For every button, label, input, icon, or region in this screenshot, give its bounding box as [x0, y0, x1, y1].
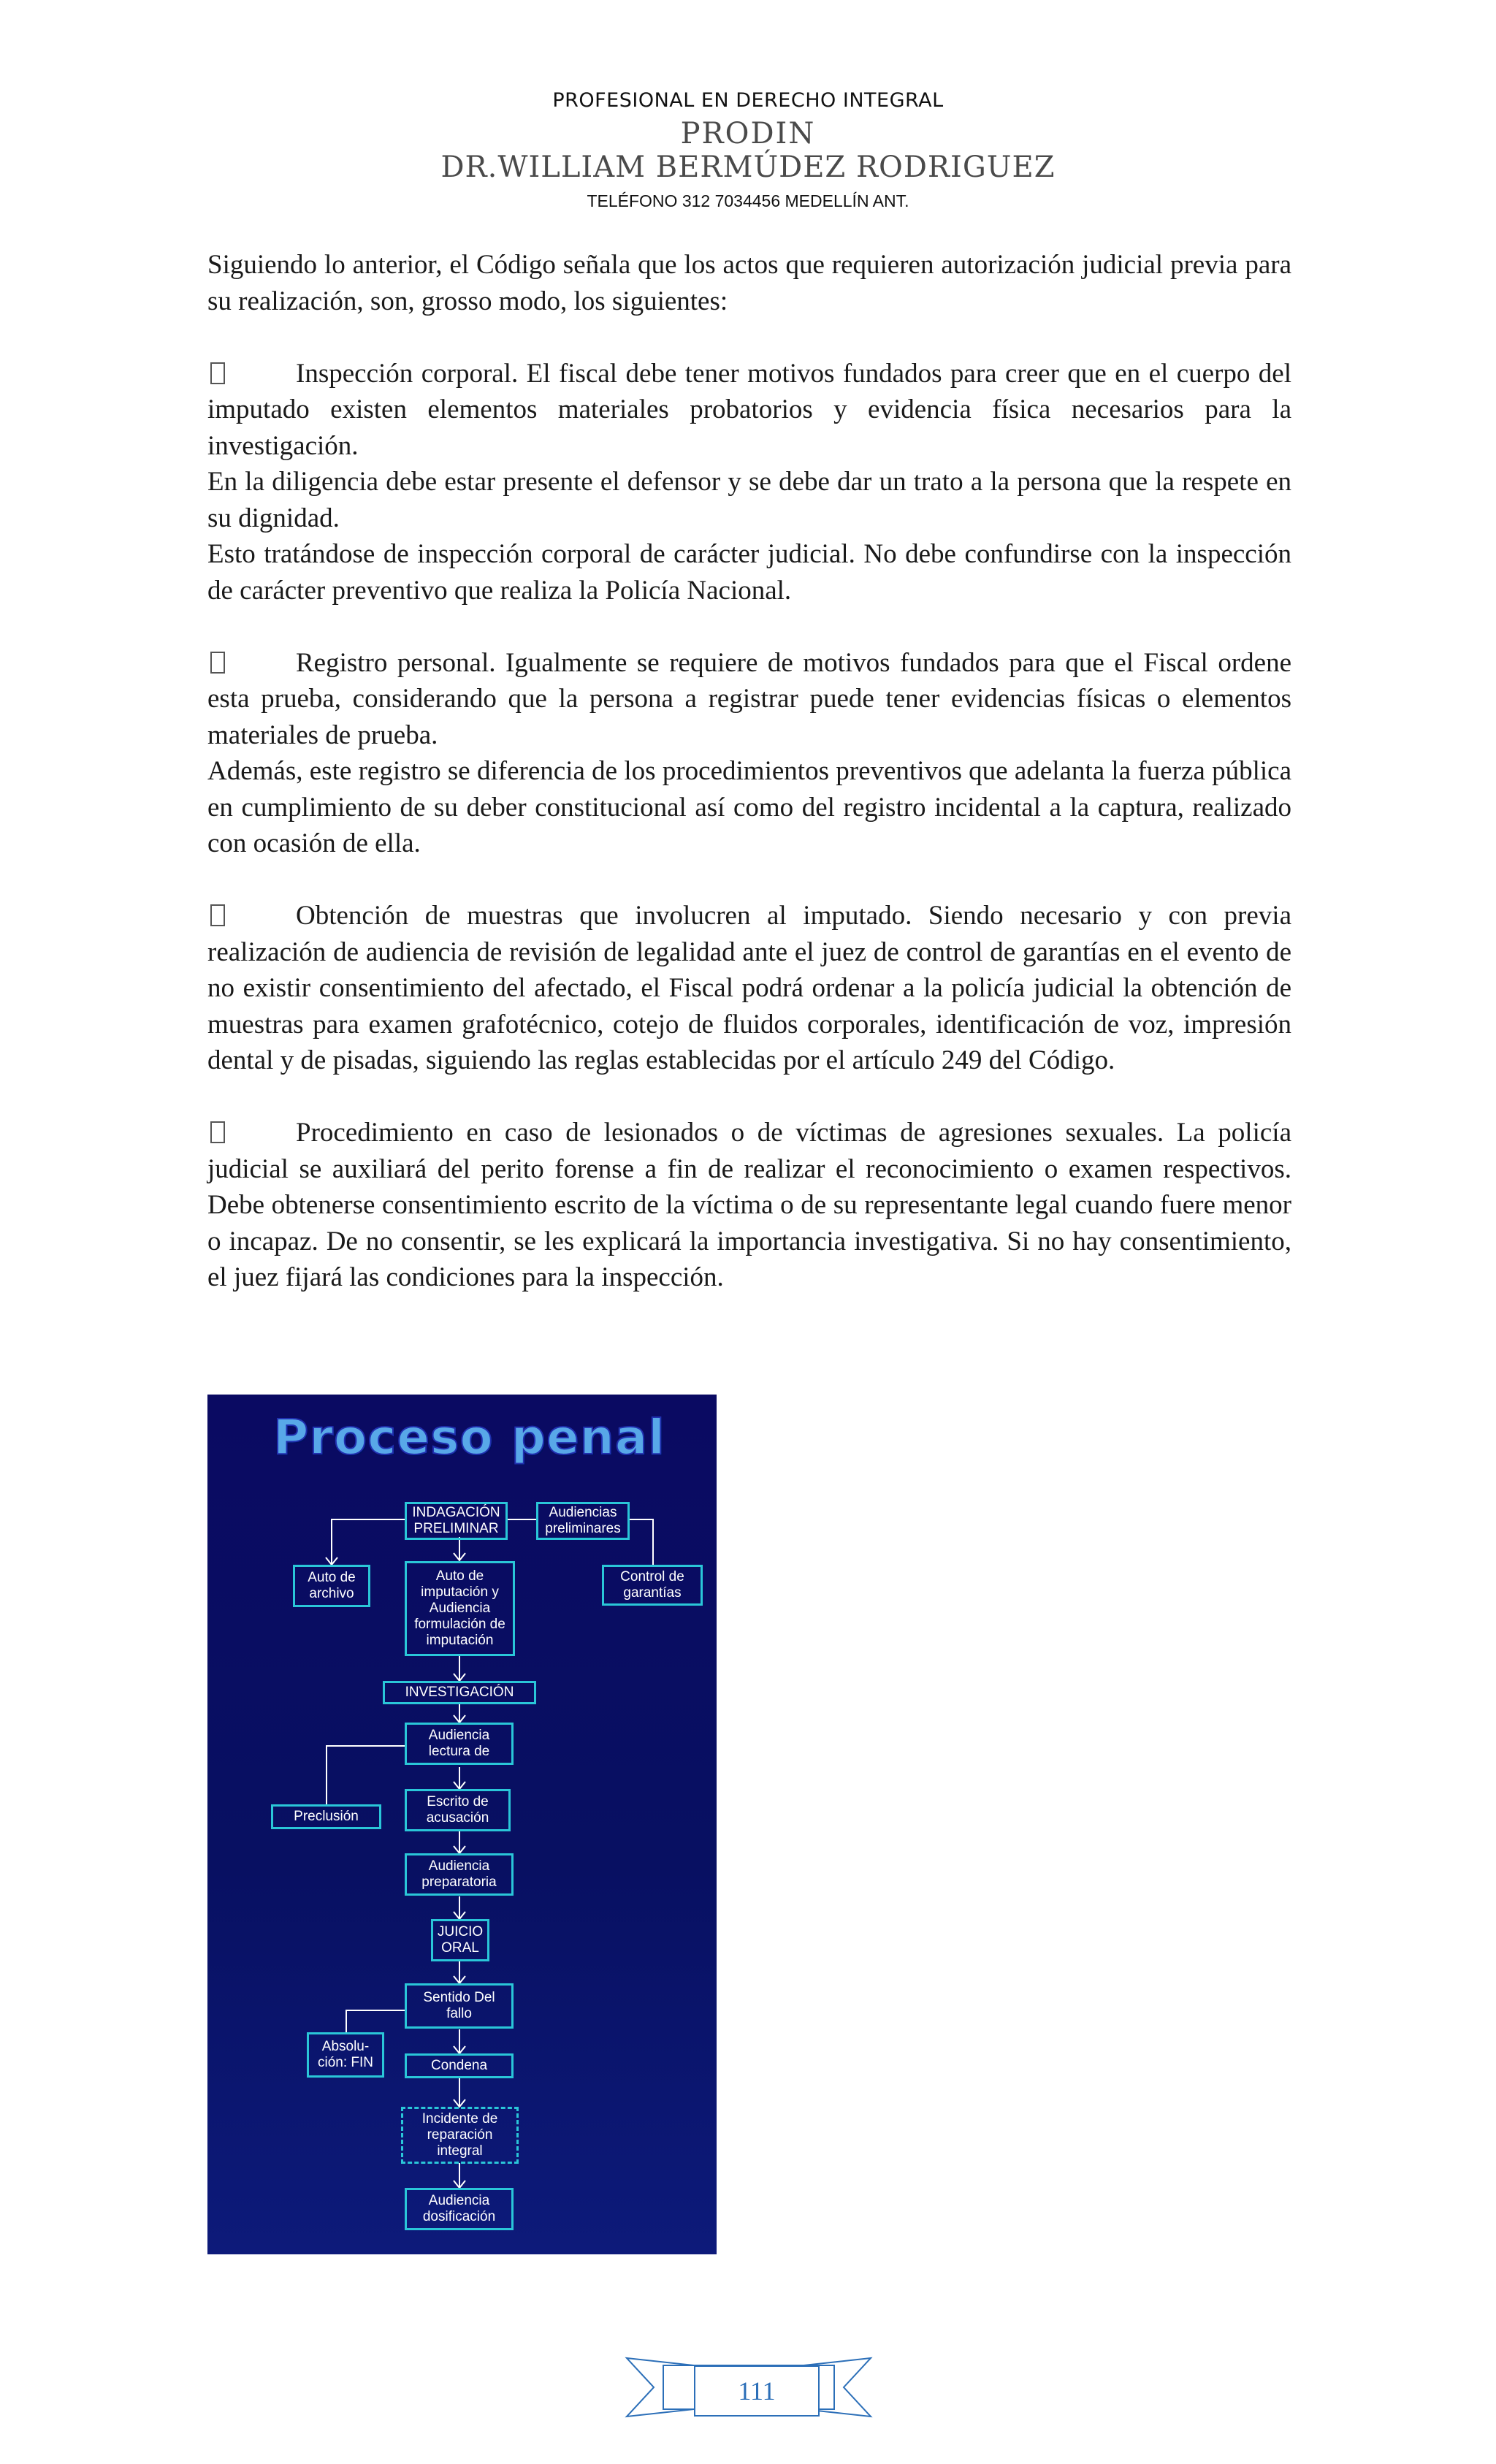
item-inspeccion-text: Inspección corporal. El fiscal debe tener motivos fundados para creer que en el cuerpo del imputado existen elementos materiales probatorios y evidencia física necesarios para la investigación.	[207, 358, 1291, 461]
box-indagacion: INDAGACIÓN PRELIMINAR	[405, 1502, 508, 1540]
item-registro-text: Registro personal. Igualmente se requiere de motivos fundados para que el Fiscal ordene esta prueba, considerando que la persona a registrar puede tener evidencias físicas o elementos materiales de prueba.	[207, 647, 1291, 750]
header-author: DR.WILLIAM BERMÚDEZ RODRIGUEZ	[440, 150, 1056, 184]
box-audiencias-preliminares: Audiencias preliminares	[536, 1502, 630, 1540]
item-obtencion-muestras	[207, 898, 1291, 1079]
box-condena: Condena	[405, 2053, 514, 2078]
header-acronym: PRODIN	[680, 117, 816, 150]
intro-paragraph: Siguiendo lo anterior, el Código señala que los actos que requieren autorización judicial previa para su realización, son, grosso modo, los siguientes:	[207, 250, 1291, 316]
item-registro-p2: Además, este registro se diferencia de los procedimientos preventivos que adelanta la fuerza pública en cumplimiento de su deber constitucional así como del registro incidental a la captura, realizado con ocasión de ella.	[207, 756, 1291, 858]
bullet-box-icon	[210, 652, 225, 674]
box-juicio-oral: JUICIO ORAL	[431, 1919, 489, 1961]
item-lesionados-text: Procedimiento en caso de lesionados o de víctimas de agresiones sexuales. La policía judicial se auxiliará del perito forense a fin de realizar el reconocimiento o examen respectivos. Debe obtenerse consentimiento escrito de la víctima o de su representante legal cuando fuere menor o incapaz. De no consentir, se les explicará la importancia investigativa. Si no hay consentimiento, el juez fijará las condiciones para la inspección.	[207, 1118, 1291, 1292]
item-procedimiento-lesionados	[207, 1115, 1291, 1296]
box-audiencia-dosificacion: Audiencia dosificación	[405, 2188, 514, 2230]
box-audiencia-preparatoria: Audiencia preparatoria	[405, 1853, 514, 1896]
bullet-box-icon	[210, 362, 225, 384]
item-muestras-text: Obtención de muestras que involucren al imputado. Siendo necesario y con previa realización de audiencia de revisión de legalidad ante el juez de control de garantías en el evento de no existir consentimiento del afectado, el Fiscal podrá ordenar a la policía judicial la obtención de muestras para examen grafotécnico, cotejo de fluidos corporales, identificación de voz, impresión dental y de pisadas, siguiendo las reglas establecidas por el artículo 249 del Código.	[207, 901, 1291, 1075]
box-control-garantias: Control de garantías	[602, 1565, 703, 1606]
item-inspeccion-corporal	[207, 356, 1291, 465]
bullet-box-icon	[210, 904, 225, 926]
header-firm-name: PROFESIONAL EN DERECHO INTEGRAL	[552, 89, 944, 112]
header-phone: TELÉFONO 312 7034456 MEDELLÍN ANT.	[587, 191, 909, 210]
box-absolucion: Absolu- ción: FIN	[307, 2032, 384, 2078]
proceso-penal-diagram	[207, 1395, 717, 2254]
box-preclusion: Preclusión	[271, 1804, 381, 1829]
page-number: 111	[694, 2365, 820, 2417]
box-incidente-reparacion: Incidente de reparación integral	[401, 2107, 519, 2164]
bullet-box-icon	[210, 1121, 225, 1143]
box-auto-imputacion: Auto de imputación y Audiencia formulación de imputación	[405, 1561, 515, 1656]
body-text	[207, 247, 1291, 1296]
item-inspeccion-p3: Esto tratándose de inspección corporal de carácter judicial. No debe confundirse con la inspección de carácter preventivo que realiza la Policía Nacional.	[207, 539, 1291, 606]
box-audiencia-lectura: Audiencia lectura de	[405, 1723, 514, 1765]
box-sentido-fallo: Sentido Del fallo	[405, 1983, 514, 2029]
box-investigacion: INVESTIGACIÓN	[383, 1681, 536, 1704]
box-escrito-acusacion: Escrito de acusación	[405, 1789, 511, 1831]
item-inspeccion-p2: En la diligencia debe estar presente el defensor y se debe dar un trato a la persona que la respete en su dignidad.	[207, 467, 1291, 533]
box-auto-archivo: Auto de archivo	[293, 1565, 370, 1607]
item-registro-personal	[207, 645, 1291, 754]
diagram-title: Proceso penal	[273, 1409, 665, 1465]
page-number-ribbon	[621, 2343, 877, 2424]
